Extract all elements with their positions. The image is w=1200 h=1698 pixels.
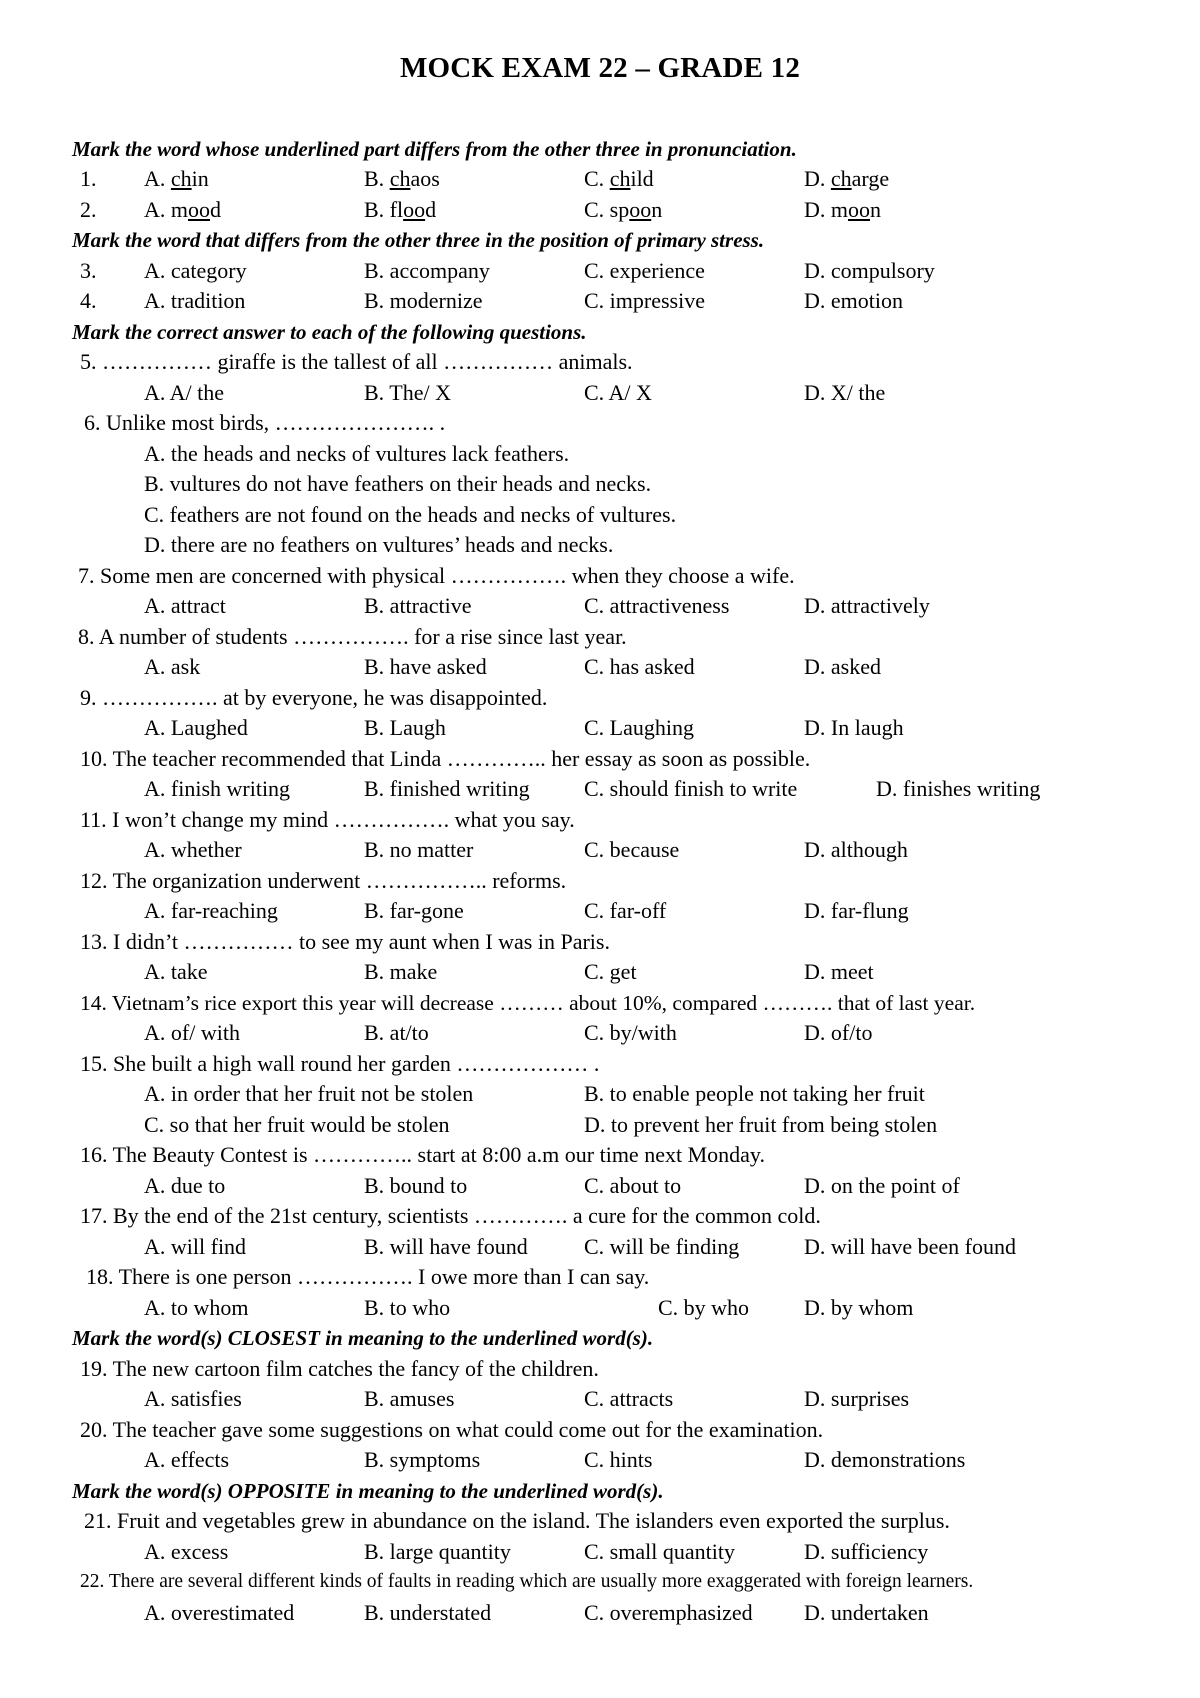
option-c[interactable]: C. attracts — [584, 1386, 674, 1411]
question-1 — [0, 164, 1200, 194]
option-b[interactable]: B. no matter — [364, 837, 474, 862]
question-18-stem — [0, 1262, 1200, 1292]
option-a[interactable]: A. far-reaching — [144, 898, 278, 923]
option-d[interactable]: D. In laugh — [804, 715, 904, 740]
question-11-stem — [0, 805, 1200, 835]
question-6-option-d — [0, 530, 1200, 560]
option-c[interactable]: C. feathers are not found on the heads and necks of vultures. — [144, 502, 677, 527]
question-6-stem — [0, 408, 1200, 438]
question-stem: 5. …………… giraffe is the tallest of all …………… animals. — [80, 349, 633, 374]
question-15-options-cd — [0, 1110, 1200, 1140]
question-7-options — [0, 591, 1200, 621]
option-a[interactable]: A. the heads and necks of vultures lack feathers. — [144, 441, 570, 466]
page-title: MOCK EXAM 22 – GRADE 12 — [399, 52, 801, 84]
option-d[interactable]: D. X/ the — [804, 380, 886, 405]
option-b[interactable]: B. understated — [364, 1600, 492, 1625]
option-c[interactable]: C. Laughing — [584, 715, 694, 740]
option-b[interactable]: B. attractive — [364, 593, 472, 618]
option-b[interactable]: B. bound to — [364, 1173, 468, 1198]
question-stem: 7. Some men are concerned with physical ……………. when they choose a wife. — [78, 563, 795, 588]
question-21-options — [0, 1537, 1200, 1567]
option-d[interactable]: D. although — [804, 837, 908, 862]
question-stem: 12. The organization underwent …………….. reforms. — [80, 868, 567, 893]
question-14-options — [0, 1018, 1200, 1048]
option-c[interactable]: C. hints — [584, 1447, 653, 1472]
option-c[interactable]: C. A/ X — [584, 380, 652, 405]
option-a[interactable]: A. excess — [144, 1539, 229, 1564]
question-stem: 16. The Beauty Contest is ………….. start at 8:00 a.m our time next Monday. — [80, 1142, 765, 1167]
question-stem: 14. Vietnam’s rice export this year will decrease ……… about 10%, compared ………. that of last year. — [80, 991, 976, 1015]
question-6-option-b — [0, 469, 1200, 499]
question-12-options — [0, 896, 1200, 926]
question-stem: 18. There is one person ……………. I owe more than I can say. — [86, 1264, 650, 1289]
option-b[interactable]: B. accompany — [364, 258, 490, 283]
question-stem: 10. The teacher recommended that Linda ………….. her essay as soon as possible. — [80, 746, 811, 771]
option-b[interactable]: B. flood — [364, 197, 437, 222]
option-c[interactable]: C. child — [584, 166, 654, 191]
option-d[interactable]: D. meet — [804, 959, 874, 984]
option-d[interactable]: D. emotion — [804, 288, 903, 313]
option-d[interactable]: D. of/to — [804, 1020, 873, 1045]
instruction-text: Mark the word that differs from the other three in the position of primary stress. — [72, 228, 765, 252]
option-d[interactable]: D. demonstrations — [804, 1447, 966, 1472]
instruction-stress — [0, 225, 1200, 255]
option-a[interactable]: A. effects — [144, 1447, 230, 1472]
question-stem: 8. A number of students ……………. for a rise since last year. — [78, 624, 627, 649]
option-d[interactable]: D. compulsory — [804, 258, 935, 283]
question-5-stem — [0, 347, 1200, 377]
option-d[interactable]: D. far-flung — [804, 898, 909, 923]
option-b[interactable]: B. chaos — [364, 166, 440, 191]
option-b[interactable]: B. make — [364, 959, 438, 984]
option-d[interactable]: D. charge — [804, 166, 890, 191]
option-b[interactable]: B. large quantity — [364, 1539, 511, 1564]
option-c[interactable]: C. by/with — [584, 1020, 677, 1045]
question-13-stem — [0, 927, 1200, 957]
option-d[interactable]: D. undertaken — [804, 1600, 929, 1625]
option-a[interactable]: A. ask — [144, 654, 201, 679]
option-c[interactable]: C. spoon — [584, 197, 663, 222]
question-8-options — [0, 652, 1200, 682]
question-stem: 11. I won’t change my mind ……………. what you say. — [80, 807, 575, 832]
option-a[interactable]: A. will find — [144, 1234, 247, 1259]
question-19-options — [0, 1384, 1200, 1414]
instruction-text: Mark the word whose underlined part differs from the other three in pronunciation. — [72, 137, 797, 161]
option-a[interactable]: A. satisfies — [144, 1386, 242, 1411]
option-d[interactable]: D. there are no feathers on vultures’ heads and necks. — [144, 532, 614, 557]
option-b[interactable]: B. to who — [364, 1295, 451, 1320]
option-a[interactable]: A. overestimated — [144, 1600, 295, 1625]
option-a[interactable]: A. to whom — [144, 1295, 249, 1320]
instruction-correct-answer — [0, 317, 1200, 347]
question-18-options — [0, 1293, 1200, 1323]
question-6-option-c — [0, 500, 1200, 530]
option-d[interactable]: D. moon — [804, 197, 881, 222]
question-17-stem — [0, 1201, 1200, 1231]
option-a[interactable]: A. finish writing — [144, 776, 291, 801]
question-6-option-a — [0, 439, 1200, 469]
question-16-options — [0, 1171, 1200, 1201]
question-number: 1. — [80, 166, 97, 191]
question-stem: 22. There are several different kinds of faults in reading which are usually more exaggerated with foreign learners. — [80, 1571, 974, 1592]
question-4 — [0, 286, 1200, 316]
option-d[interactable]: D. surprises — [804, 1386, 910, 1411]
option-d[interactable]: D. on the point of — [804, 1173, 960, 1198]
option-a[interactable]: A. take — [144, 959, 208, 984]
option-c[interactable]: C. has asked — [584, 654, 695, 679]
question-15-stem — [0, 1049, 1200, 1079]
question-number: 4. — [80, 288, 97, 313]
question-11-options — [0, 835, 1200, 865]
option-b[interactable]: B. Laugh — [364, 715, 446, 740]
question-10-options — [0, 774, 1200, 804]
question-16-stem — [0, 1140, 1200, 1170]
option-b[interactable]: B. far-gone — [364, 898, 464, 923]
option-a[interactable]: A. tradition — [144, 288, 246, 313]
question-19-stem — [0, 1354, 1200, 1384]
option-c[interactable]: C. far-off — [584, 898, 667, 923]
option-c[interactable]: C. should finish to write — [584, 776, 798, 801]
option-b[interactable]: B. symptoms — [364, 1447, 481, 1472]
question-stem: 20. The teacher gave some suggestions on what could come out for the examination. — [80, 1417, 824, 1442]
question-21-stem — [0, 1506, 1200, 1536]
option-a[interactable]: A. whether — [144, 837, 242, 862]
question-5-options — [0, 378, 1200, 408]
question-stem: 15. She built a high wall round her garden ……………… . — [80, 1051, 600, 1076]
option-a[interactable]: A. chin — [144, 166, 209, 191]
option-b[interactable]: B. will have found — [364, 1234, 528, 1259]
question-stem: 17. By the end of the 21st century, scientists …………. a cure for the common cold. — [80, 1203, 821, 1228]
option-c[interactable]: C. get — [584, 959, 637, 984]
instruction-text: Mark the word(s) CLOSEST in meaning to the underlined word(s). — [72, 1326, 654, 1350]
question-9-options — [0, 713, 1200, 743]
option-c[interactable]: C. experience — [584, 258, 705, 283]
question-8-stem — [0, 622, 1200, 652]
option-a[interactable]: A. category — [144, 258, 247, 283]
question-number: 2. — [80, 197, 97, 222]
option-d[interactable]: D. will have been found — [804, 1234, 1016, 1259]
question-20-stem — [0, 1415, 1200, 1445]
option-c[interactable]: C. small quantity — [584, 1539, 735, 1564]
option-c[interactable]: C. so that her fruit would be stolen — [144, 1112, 450, 1137]
question-number: 3. — [80, 258, 97, 283]
option-c[interactable]: C. attractiveness — [584, 593, 730, 618]
option-a[interactable]: A. of/ with — [144, 1020, 240, 1045]
question-14-stem — [0, 988, 1200, 1018]
instruction-text: Mark the correct answer to each of the following questions. — [72, 320, 587, 344]
question-15-options-ab — [0, 1079, 1200, 1109]
question-stem: 6. Unlike most birds, …………………. . — [84, 410, 446, 435]
question-9-stem — [0, 683, 1200, 713]
instruction-opposite — [0, 1476, 1200, 1506]
option-d[interactable]: D. attractively — [804, 593, 930, 618]
option-d[interactable]: D. asked — [804, 654, 881, 679]
question-13-options — [0, 957, 1200, 987]
instruction-text: Mark the word(s) OPPOSITE in meaning to the underlined word(s). — [72, 1479, 664, 1503]
option-d[interactable]: D. sufficiency — [804, 1539, 929, 1564]
question-22-stem — [0, 1567, 1200, 1597]
question-7-stem — [0, 561, 1200, 591]
question-22-options — [0, 1598, 1200, 1628]
option-c[interactable]: C. will be finding — [584, 1234, 740, 1259]
option-c[interactable]: C. by who — [658, 1295, 750, 1320]
option-d[interactable]: D. finishes writing — [876, 776, 1041, 801]
question-3 — [0, 256, 1200, 286]
question-17-options — [0, 1232, 1200, 1262]
option-b[interactable]: B. vultures do not have feathers on their heads and necks. — [144, 471, 652, 496]
option-b[interactable]: B. amuses — [364, 1386, 455, 1411]
option-b[interactable]: B. finished writing — [364, 776, 530, 801]
option-b[interactable]: B. The/ X — [364, 380, 451, 405]
instruction-closest — [0, 1323, 1200, 1353]
question-10-stem — [0, 744, 1200, 774]
option-a[interactable]: A. in order that her fruit not be stolen — [144, 1081, 474, 1106]
question-20-options — [0, 1445, 1200, 1475]
question-stem: 13. I didn’t …………… to see my aunt when I was in Paris. — [80, 929, 610, 954]
option-b[interactable]: B. to enable people not taking her fruit — [584, 1081, 925, 1106]
option-a[interactable]: A. Laughed — [144, 715, 248, 740]
question-12-stem — [0, 866, 1200, 896]
option-a[interactable]: A. A/ the — [144, 380, 225, 405]
question-stem: 19. The new cartoon film catches the fancy of the children. — [80, 1356, 599, 1381]
instruction-pronunciation — [0, 134, 1200, 164]
option-d[interactable]: D. by whom — [804, 1295, 914, 1320]
question-stem: 21. Fruit and vegetables grew in abundance on the island. The islanders even exported the surplus. — [84, 1508, 950, 1533]
option-d[interactable]: D. to prevent her fruit from being stolen — [584, 1112, 938, 1137]
option-b[interactable]: B. have asked — [364, 654, 487, 679]
option-a[interactable]: A. attract — [144, 593, 226, 618]
option-c[interactable]: C. impressive — [584, 288, 705, 313]
question-stem: 9. ……………. at by everyone, he was disappointed. — [80, 685, 548, 710]
option-b[interactable]: B. at/to — [364, 1020, 429, 1045]
question-2 — [0, 195, 1200, 225]
option-c[interactable]: C. overemphasized — [584, 1600, 753, 1625]
option-c[interactable]: C. about to — [584, 1173, 682, 1198]
option-c[interactable]: C. because — [584, 837, 680, 862]
option-b[interactable]: B. modernize — [364, 288, 483, 313]
option-a[interactable]: A. due to — [144, 1173, 226, 1198]
option-a[interactable]: A. mood — [144, 197, 221, 222]
